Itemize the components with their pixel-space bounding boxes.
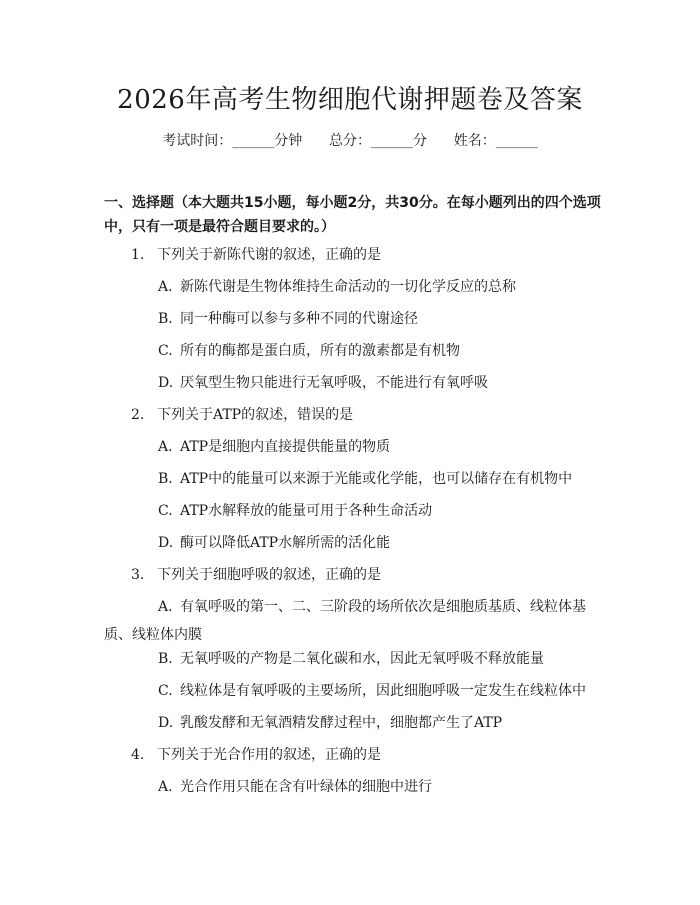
- question-3-option-b: [158, 649, 544, 669]
- question-2-option-a: [158, 437, 390, 457]
- option-letter: A.: [158, 779, 173, 795]
- question-1-option-b: [158, 309, 418, 329]
- question-1: [131, 245, 381, 265]
- option-text: 光合作用只能在含有叶绿体的细胞中进行: [180, 779, 432, 795]
- option-text: 厌氧型生物只能进行无氧呼吸，不能进行有氧呼吸: [180, 375, 488, 391]
- option-text: 所有的酶都是蛋白质，所有的激素都是有机物: [180, 343, 460, 359]
- question-number: 3.: [131, 567, 145, 583]
- section-heading: 一、选择题（本大题共15小题，每小题2分，共30分。在每小题列出的四个选项中，只有一项是最符合题目要求的。）: [104, 195, 601, 235]
- exam-meta: [0, 131, 700, 151]
- option-letter: B.: [158, 651, 173, 667]
- option-letter: B.: [158, 471, 173, 487]
- question-stem: 下列关于光合作用的叙述，正确的是: [157, 747, 381, 763]
- option-text: ATP水解释放的能量可用于各种生命活动: [180, 503, 433, 519]
- question-1-option-a: [158, 277, 516, 297]
- option-letter: D.: [158, 375, 174, 391]
- option-text: 无氧呼吸的产物是二氧化碳和水，因此无氧呼吸不释放能量: [180, 651, 544, 667]
- question-1-option-c: [158, 341, 460, 361]
- option-letter: C.: [158, 343, 173, 359]
- question-3: [131, 565, 381, 585]
- option-text: 同一种酶可以参与多种不同的代谢途径: [180, 311, 418, 327]
- option-letter: C.: [158, 503, 173, 519]
- option-letter: A.: [158, 279, 173, 295]
- total-score-label: 总分：______分: [329, 133, 427, 149]
- option-text: 乳酸发酵和无氧酒精发酵过程中，细胞都产生了ATP: [180, 715, 503, 731]
- option-text: ATP是细胞内直接提供能量的物质: [180, 439, 391, 455]
- option-letter: A.: [158, 599, 173, 615]
- question-stem: 下列关于细胞呼吸的叙述，正确的是: [157, 567, 381, 583]
- question-number: 1.: [131, 247, 145, 263]
- page-title: 2026年高考生物细胞代谢押题卷及答案: [117, 85, 583, 115]
- question-2-option-c: [158, 501, 432, 521]
- question-number: 2.: [131, 407, 145, 423]
- student-name-label: 姓名：______: [453, 133, 538, 149]
- question-3-option-a: [104, 593, 598, 649]
- option-letter: A.: [158, 439, 173, 455]
- question-2: [131, 405, 353, 425]
- option-text: 有氧呼吸的第一、二、三阶段的场所依次是细胞质基质、线粒体基质、线粒体内膜: [104, 599, 586, 643]
- option-text: ATP中的能量可以来源于光能或化学能，也可以储存在有机物中: [180, 471, 573, 487]
- option-text: 线粒体是有氧呼吸的主要场所，因此细胞呼吸一定发生在线粒体中: [180, 683, 586, 699]
- question-2-option-b: [158, 469, 572, 489]
- option-letter: B.: [158, 311, 173, 327]
- question-3-option-c: [158, 681, 586, 701]
- question-3-option-d: [158, 713, 502, 733]
- exam-time-label: 考试时间：______分钟: [162, 133, 303, 149]
- option-letter: D.: [158, 535, 174, 551]
- question-4-option-a: [158, 777, 432, 797]
- question-1-option-d: [158, 373, 488, 393]
- question-stem: 下列关于ATP的叙述，错误的是: [157, 407, 354, 423]
- option-letter: D.: [158, 715, 174, 731]
- option-letter: C.: [158, 683, 173, 699]
- option-text: 酶可以降低ATP水解所需的活化能: [180, 535, 391, 551]
- question-2-option-d: [158, 533, 390, 553]
- question-number: 4.: [131, 747, 145, 763]
- option-text: 新陈代谢是生物体维持生命活动的一切化学反应的总称: [180, 279, 516, 295]
- question-4: [131, 745, 381, 765]
- question-stem: 下列关于新陈代谢的叙述，正确的是: [157, 247, 381, 263]
